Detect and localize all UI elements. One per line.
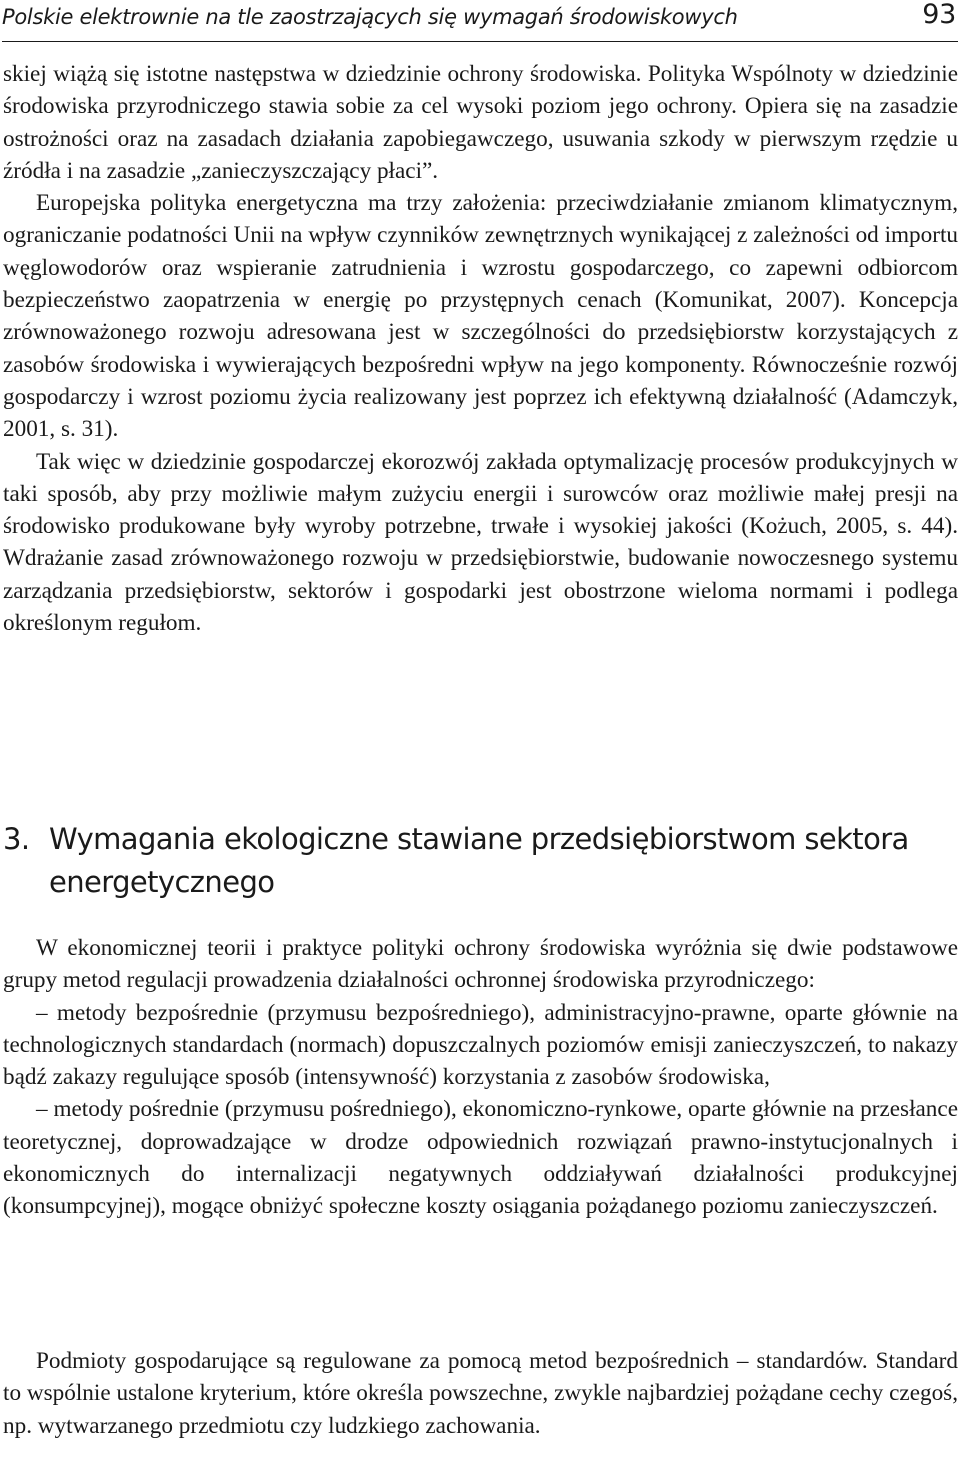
- section-heading: [3, 818, 958, 904]
- header-divider: [2, 41, 958, 42]
- section-title-line2: energetycznego: [49, 865, 275, 899]
- running-header-title: Polskie elektrownie na tle zaostrzających się wymagań środowiskowych: [2, 5, 738, 29]
- paragraph-ecodevelopment: Tak więc w dziedzinie gospodarczej ekorozwój zakłada optymalizację procesów produkcyjnych w taki sposób, aby przy możliwie małym zużyciu energii i surowców oraz możliwie małej presji na środowisko produkowane były wyroby potrzebne, trwałe i wysokiej jakości (Kożuch, 2005, s. 44). Wdrażanie zasad zrównoważonego rozwoju w przedsiębiorstwie, budowanie nowoczesnego systemu zarządzania przedsiębiorstw, sektorów i gospodarki jest obostrzone wieloma normami i podlega określonym regułom.: [3, 448, 958, 637]
- paragraph-standards: Podmioty gospodarujące są regulowane za pomocą metod bezpośrednich – standardów. Standard to wspólnie ustalone kryterium, które określa powszechne, zwykle najbardziej pożądane cechy czegoś, np. wytwarzanego przedmiotu czy ludzkiego zachowania.: [3, 1348, 958, 1439]
- paragraph-continued: skiej wiążą się istotne następstwa w dziedzinie ochrony środowiska. Polityka Wspólnoty w dziedzinie środowiska przyrodniczego stawia sobie za cel wysoki poziom jego ochrony. Opiera się na zasadzie ostrożności oraz na zasadach działania zapobiegawczego, usuwania szkody w pierwszym rzędzie u źródła i na zasadzie „zanieczyszczający płaci”.: [3, 61, 958, 184]
- body-text-block-top: [3, 58, 958, 639]
- paragraph-energy-policy: Europejska polityka energetyczna ma trzy założenia: przeciwdziałanie zmianom klimatycznym, ograniczanie podatności Unii na wpływ czynników zewnętrznych wynikającej z zależności od importu węglowodorów oraz wspieranie zatrudnienia i wzrostu gospodarczego, co zapewni odbiorcom bezpieczeństwo zaopatrzenia w energię po przystępnych cenach (Komunikat, 2007). Koncepcja zrównoważonego rozwoju adresowana jest w szczególności do przedsiębiorstw korzystających z zasobów środowiska i wywierających bezpośredni wpływ na jego komponenty. Równocześnie rozwój gospodarczy i wzrost poziomu życia realizowany jest poprzez ich efektywną działalność (Adamczyk, 2001, s. 31).: [3, 190, 958, 443]
- paragraph-regulation-methods: W ekonomicznej teorii i praktyce polityki ochrony środowiska wyróżnia się dwie podstawowe grupy metod regulacji prowadzenia działalności ochronnej środowiska przyrodniczego:: [3, 935, 958, 994]
- running-header: [2, 0, 958, 34]
- list-item-indirect-methods: – metody pośrednie (przymusu pośredniego), ekonomiczno-rynkowe, oparte głównie na przesłance teoretycznej, doprowadzające w drodze odpowiednich rozwiązań prawno-instytucjonalnych i ekonomicznych do internalizacji negatywnych oddziaływań działalności produkcyjnej (konsumpcyjnej), mogące obniżyć społeczne koszty osiągania pożądanego poziomu zanieczyszczeń.: [3, 1096, 958, 1220]
- section-title-line1: Wymagania ekologiczne stawiane przedsiębiorstwom sektora: [49, 822, 909, 856]
- page-number: 93: [922, 0, 956, 30]
- body-text-block-final: [3, 1345, 958, 1442]
- body-text-block-section: [3, 932, 958, 1223]
- list-item-direct-methods: – metody bezpośrednie (przymusu bezpośredniego), administracyjno-prawne, oparte głównie na technologicznych standardach (normach) dopuszczalnych poziomów emisji zanieczyszczeń, to nakazy bądź zakazy regulujące sposób (intensywność) korzystania z zasobów środowiska,: [3, 999, 958, 1091]
- section-number: 3.: [3, 822, 30, 856]
